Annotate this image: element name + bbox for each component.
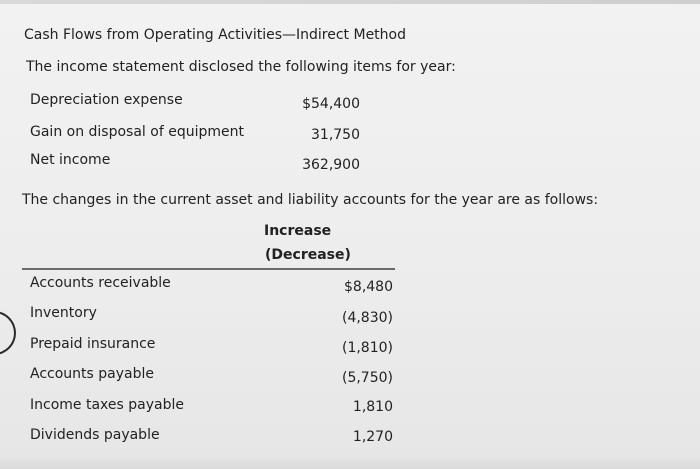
account-label: Income taxes payable [30, 397, 184, 413]
account-label: Inventory [30, 305, 97, 321]
column-header-increase: Increase [264, 223, 332, 239]
income-item-label: Net income [30, 152, 111, 168]
column-header-decrease: (Decrease) [265, 247, 351, 263]
account-label: Dividends payable [30, 427, 160, 443]
account-label: Accounts payable [30, 366, 154, 382]
account-value: 1,270 [352, 429, 393, 445]
curved-bracket-mark [0, 311, 16, 355]
account-label: Accounts receivable [30, 275, 171, 291]
income-item-label: Gain on disposal of equipment [30, 124, 244, 140]
account-value: (1,810) [341, 340, 393, 356]
changes-intro: The changes in the current asset and liability accounts for the year are as follows: [22, 192, 599, 208]
page-title: Cash Flows from Operating Activities—Indirect Method [24, 27, 406, 43]
income-item-value: 31,750 [311, 127, 360, 143]
top-edge [0, 0, 700, 4]
income-item-value: $54,400 [302, 96, 360, 112]
account-value: (5,750) [341, 370, 393, 386]
account-value: 1,810 [352, 399, 393, 415]
account-value: (4,830) [341, 310, 393, 326]
income-item-label: Depreciation expense [30, 92, 183, 108]
account-value: $8,480 [344, 279, 393, 295]
bottom-shadow [0, 455, 700, 469]
income-item-value: 362,900 [302, 157, 360, 173]
account-label: Prepaid insurance [30, 336, 156, 352]
header-rule [22, 268, 395, 270]
income-statement-intro: The income statement disclosed the following items for year: [26, 59, 456, 75]
